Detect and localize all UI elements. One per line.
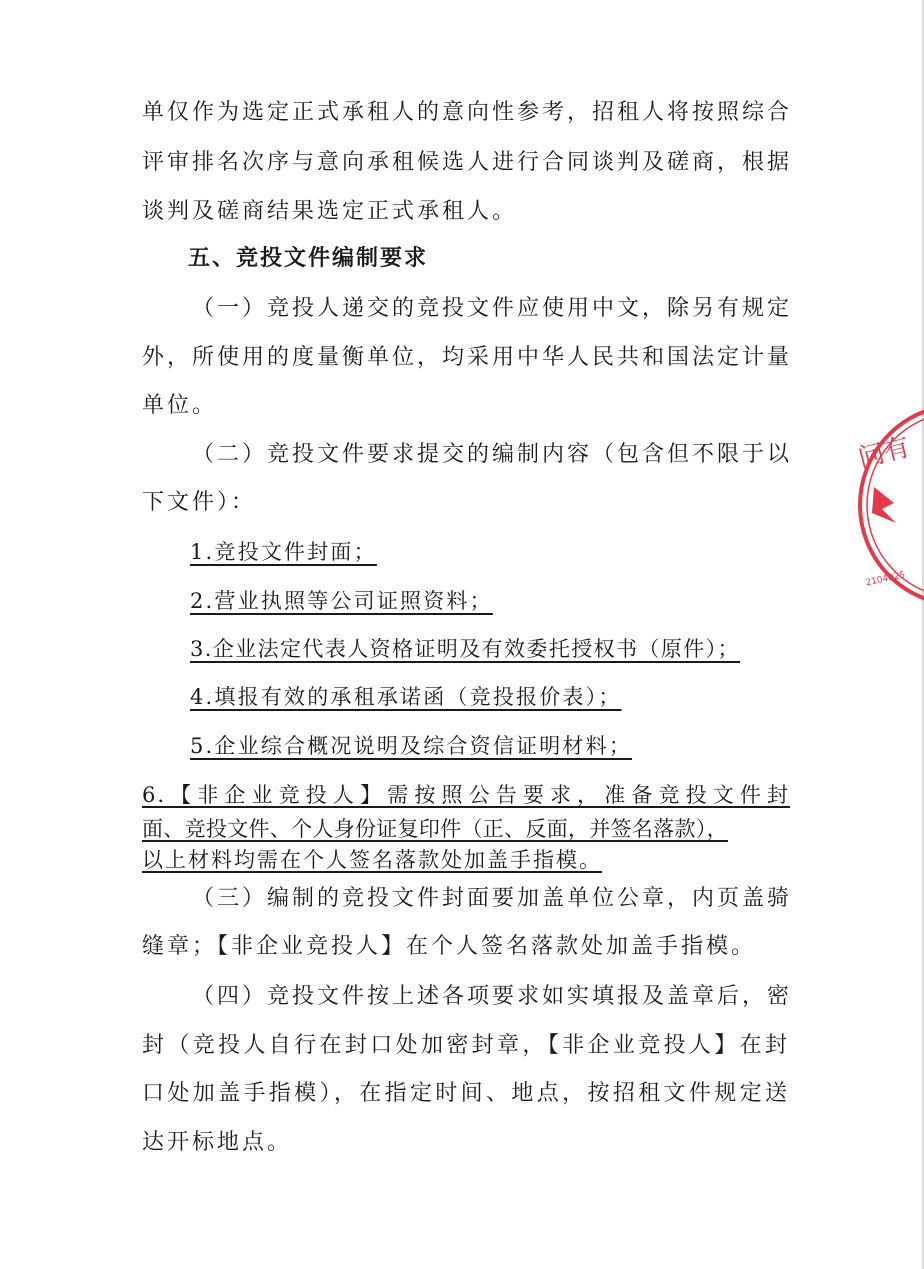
para3-line-2: 缝章；【非企业竞投人】在个人签名落款处加盖手指模。 [142, 934, 757, 959]
para4-line-4: 达开标地点。 [142, 1130, 293, 1155]
list-item-6-text-2: 面、竞投文件、个人身份证复印件（正、反面，并签名落款）， [142, 817, 728, 841]
list-item-text: 2.营业执照等公司证照资料； [190, 589, 493, 613]
list-item [190, 537, 387, 567]
para3-line-1: （三）编制的竞投文件封面要加盖单位公章，内页盖骑 [192, 886, 793, 911]
section-heading: 五、竞投文件编制要求 [188, 246, 429, 271]
list-item-6-text-1: 6.【非企业竞投人】需按照公告要求，准备竞投文件封 [142, 783, 790, 807]
para1-line-1: （一）竞投人递交的竞投文件应使用中文，除另有规定 [192, 296, 793, 321]
para2-line-1: （二）竞投文件要求提交的编制内容（包含但不限于以 [192, 442, 793, 467]
list-item [190, 731, 642, 761]
list-item-6-line-3 [142, 846, 790, 875]
list-item-6-line-1 [142, 781, 790, 810]
intro-line-2: 评审排名次序与意向承租候选人进行合同谈判及磋商，根据 [142, 150, 793, 175]
para4-line-1: （四）竞投文件按上述各项要求如实填报及盖章后，密 [192, 984, 793, 1009]
list-item-text: 1.竞投文件封面； [190, 540, 377, 564]
list-item [190, 634, 740, 664]
para1-line-2: 外，所使用的度量衡单位，均采用中华人民共和国法定计量 [142, 345, 793, 370]
list-item-6-line-2 [142, 815, 790, 844]
list-item-6-text-3: 以上材料均需在个人签名落款处加盖手指模。 [142, 848, 602, 872]
list-item-text: 3.企业法定代表人资格证明及有效委托授权书（原件）； [190, 637, 740, 661]
svg-text:2104025: 2104025 [864, 570, 907, 589]
svg-text:问有: 问有 [855, 432, 913, 474]
para1-line-3: 单位。 [142, 393, 218, 418]
para4-line-2: 封（竞投人自行在封口处加密封章，【非企业竞投人】在封 [142, 1033, 790, 1058]
para4-line-3: 口处加盖手指模），在指定时间、地点，按招租文件规定送 [142, 1081, 790, 1106]
list-item-text: 4.填报有效的承租承诺函（竞投报价表）； [190, 685, 622, 709]
list-item [190, 682, 632, 712]
official-seal [848, 405, 924, 605]
list-item [190, 586, 503, 616]
para2-line-2: 下文件）： [142, 490, 257, 515]
intro-line-1: 单仅作为选定正式承租人的意向性参考，招租人将按照综合 [142, 100, 793, 125]
intro-line-3: 谈判及磋商结果选定正式承租人。 [142, 199, 518, 224]
list-item-text: 5.企业综合概况说明及综合资信证明材料； [190, 734, 633, 758]
